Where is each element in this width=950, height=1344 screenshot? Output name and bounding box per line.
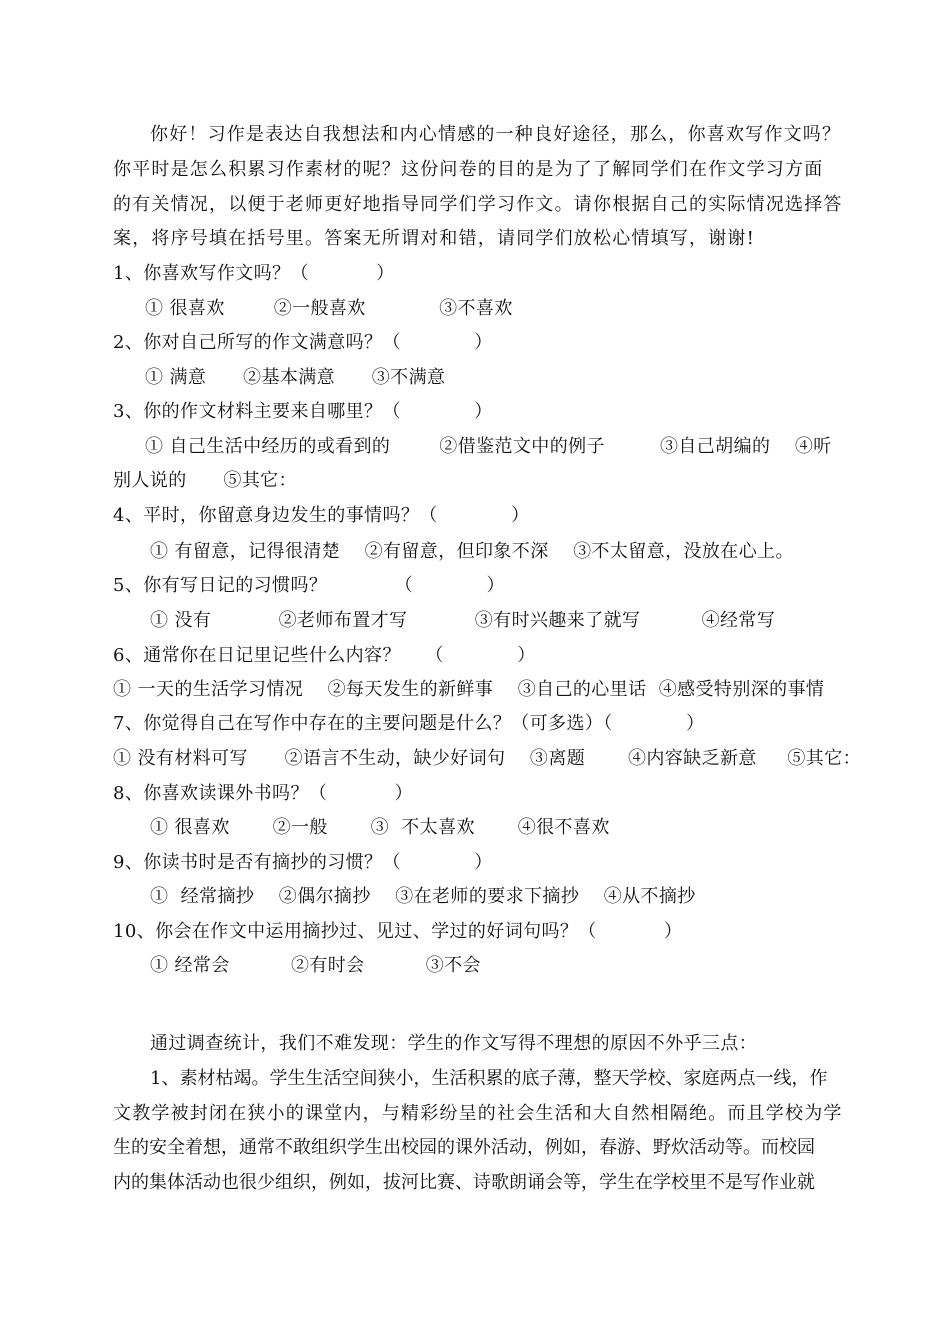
question-7: 7、你觉得自己在写作中存在的主要问题是什么？（可多选）（ ）: [113, 713, 705, 734]
question-4: 4、平时，你留意身边发生的事情吗？（ ）: [113, 505, 530, 526]
question-10: 10、你会在作文中运用摘抄过、见过、学过的好词句吗？（ ）: [113, 921, 683, 942]
intro-line-4: 案，将序号填在括号里。答案无所谓对和错，请同学们放松心情填写，谢谢!: [113, 228, 756, 249]
analysis-line-1: 通过调查统计，我们不难发现：学生的作文写得不理想的原因不外乎三点：: [150, 1033, 758, 1054]
question-6-options: ① 一天的生活学习情况 ②每天发生的新鲜事 ③自己的心里话 ④感受特别深的事情: [113, 679, 825, 700]
question-5: 5、你有写日记的习惯吗？ （ ）: [113, 575, 505, 596]
question-2: 2、你对自己所写的作文满意吗？（ ）: [113, 332, 493, 353]
question-3-options: ① 自己生活中经历的或看到的 ②借鉴范文中的例子 ③自己胡编的 ④听: [145, 436, 832, 457]
analysis-line-3: 文教学被封闭在狭小的课堂内，与精彩纷呈的社会生活和大自然相隔绝。而且学校为学: [113, 1103, 843, 1124]
analysis-line-4: 生的安全着想，通常不敢组织学生出校园的课外活动，例如，春游、野炊活动等。而校园: [113, 1137, 815, 1158]
intro-line-3: 的有关情况，以便于老师更好地指导同学们学习作文。请你根据自己的实际情况选择答: [113, 194, 843, 215]
question-2-options: ① 满意 ②基本满意 ③不满意: [145, 367, 446, 388]
question-3: 3、你的作文材料主要来自哪里？（ ）: [113, 401, 493, 422]
question-1-options: ① 很喜欢 ②一般喜欢 ③不喜欢: [145, 298, 513, 319]
question-6: 6、通常你在日记里记些什么内容？ （ ）: [113, 645, 536, 666]
question-5-options: ① 没有 ②老师布置才写 ③有时兴趣来了就写 ④经常写: [150, 610, 776, 631]
question-1: 1、你喜欢写作文吗？（ ）: [113, 263, 395, 284]
question-8: 8、你喜欢读课外书吗？（ ）: [113, 783, 413, 804]
question-7-options: ① 没有材料可写 ②语言不生动，缺少好词句 ③离题 ④内容缺乏新意 ⑤其它：: [113, 748, 861, 769]
question-9: 9、你读书时是否有摘抄的习惯？（ ）: [113, 852, 493, 873]
question-3-options-cont: 别人说的 ⑤其它：: [113, 470, 297, 491]
intro-line-1: 你好！习作是表达自我想法和内心情感的一种良好途径，那么，你喜欢写作文吗？: [150, 124, 842, 145]
intro-line-2: 你平时是怎么积累习作素材的呢？这份问卷的目的是为了了解同学们在作文学习方面: [113, 159, 824, 180]
question-4-options: ① 有留意，记得很清楚 ②有留意，但印象不深 ③不太留意，没放在心上。: [150, 541, 794, 562]
question-10-options: ① 经常会 ②有时会 ③不会: [150, 955, 481, 976]
analysis-line-2: 1、素材枯竭。学生生活空间狭小，生活积累的底子薄，整天学校、家庭两点一线，作: [150, 1068, 828, 1089]
analysis-line-5: 内的集体活动也很少组织，例如，拔河比赛、诗歌朗诵会等，学生在学校里不是写作业就: [113, 1172, 815, 1193]
question-8-options: ① 很喜欢 ②一般 ③ 不太喜欢 ④很不喜欢: [150, 817, 610, 838]
question-9-options: ① 经常摘抄 ②偶尔摘抄 ③在老师的要求下摘抄 ④从不摘抄: [150, 886, 696, 907]
